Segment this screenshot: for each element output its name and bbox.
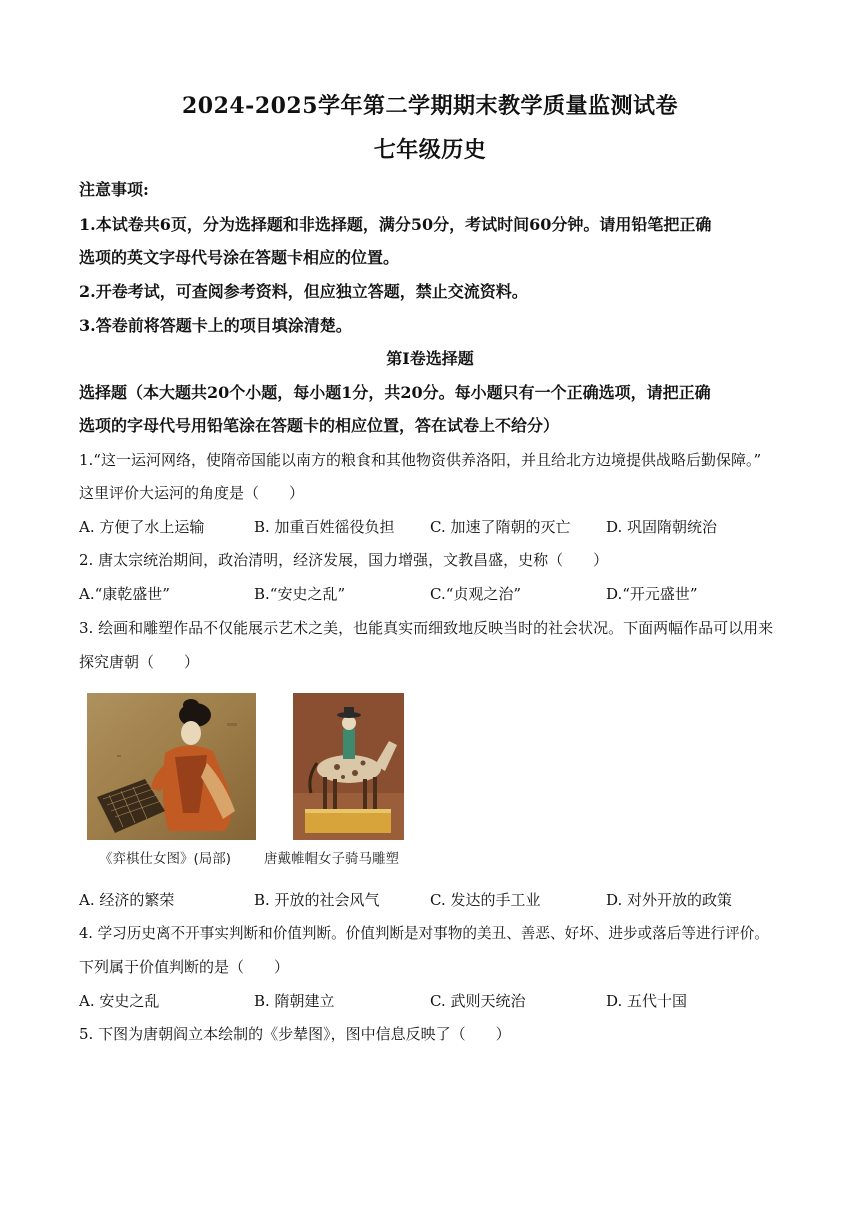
question-4-stem-line-2: 下列属于价值判断的是（ ） <box>79 958 290 976</box>
sculpture-caption: 唐戴帷帽女子骑马雕塑 <box>264 851 399 867</box>
question-2-stem: 2. 唐太宗统治期间，政治清明，经济发展，国力增强，文教昌盛，史称（ ） <box>79 551 609 569</box>
question-2-option-a: A.“康乾盛世” <box>79 585 170 603</box>
question-5-stem: 5. 下图为唐朝阎立本绘制的《步辇图》，图中信息反映了（ ） <box>79 1025 511 1043</box>
notice-item-1-line-2: 选项的英文字母代号涂在答题卡相应的位置。 <box>79 248 400 267</box>
question-4-option-b: B. 隋朝建立 <box>254 992 335 1010</box>
question-4-option-c: C. 武则天统治 <box>430 992 526 1010</box>
question-1-option-c: C. 加速了隋朝的灭亡 <box>430 518 571 536</box>
painting-caption: 《弈棋仕女图》(局部) <box>99 851 232 867</box>
sculpture-image <box>293 693 404 840</box>
question-1-option-b: B. 加重百姓徭役负担 <box>254 518 395 536</box>
question-2-option-c: C.“贞观之治” <box>430 585 522 603</box>
question-1-option-d: D. 巩固隋朝统治 <box>606 518 718 536</box>
exam-subtitle: 七年级历史 <box>373 137 487 163</box>
notice-item-1-line-1: 1.本试卷共6页，分为选择题和非选择题，满分50分，考试时间60分钟。请用铅笔把正确 <box>79 215 712 234</box>
question-3-option-d: D. 对外开放的政策 <box>606 891 733 909</box>
question-4-option-d: D. 五代十国 <box>606 992 688 1010</box>
question-3-option-c: C. 发达的手工业 <box>430 891 541 909</box>
section-intro-line-1: 选择题（本大题共20个小题，每小题1分，共20分。每小题只有一个正确选项，请把正确 <box>79 383 711 402</box>
exam-title: 2024-2025学年第二学期期末教学质量监测试卷 <box>181 93 679 119</box>
notice-item-2: 2.开卷考试，可查阅参考资料，但应独立答题，禁止交流资料。 <box>79 282 528 301</box>
question-4-option-a: A. 安史之乱 <box>79 992 160 1010</box>
section-intro-line-2: 选项的字母代号用铅笔涂在答题卡的相应位置，答在试卷上不给分） <box>79 416 560 435</box>
question-3-option-b: B. 开放的社会风气 <box>254 891 380 909</box>
painting-image <box>87 693 256 840</box>
section-title: 第Ⅰ卷选择题 <box>386 349 474 368</box>
question-3-stem-line-1: 3. 绘画和雕塑作品不仅能展示艺术之美，也能真实而细致地反映当时的社会状况。下面两幅作品可以用来 <box>79 619 774 637</box>
question-1-option-a: A. 方便了水上运输 <box>79 518 205 536</box>
question-1-stem-line-1: 1.“这一运河网络，使隋帝国能以南方的粮食和其他物资供养洛阳，并且给北方边境提供战略后勤保障。” <box>79 451 762 469</box>
notice-item-3: 3.答卷前将答题卡上的项目填涂清楚。 <box>79 316 352 335</box>
question-2-option-b: B.“安史之乱” <box>254 585 346 603</box>
notice-heading: 注意事项: <box>79 180 149 199</box>
question-3-stem-line-2: 探究唐朝（ ） <box>79 653 200 671</box>
question-1-stem-line-2: 这里评价大运河的角度是（ ） <box>79 484 305 502</box>
question-3-option-a: A. 经济的繁荣 <box>79 891 175 909</box>
question-4-stem-line-1: 4. 学习历史离不开事实判断和价值判断。价值判断是对事物的美丑、善恶、好坏、进步或落后等进行评价。 <box>79 925 769 942</box>
question-2-option-d: D.“开元盛世” <box>606 585 698 603</box>
